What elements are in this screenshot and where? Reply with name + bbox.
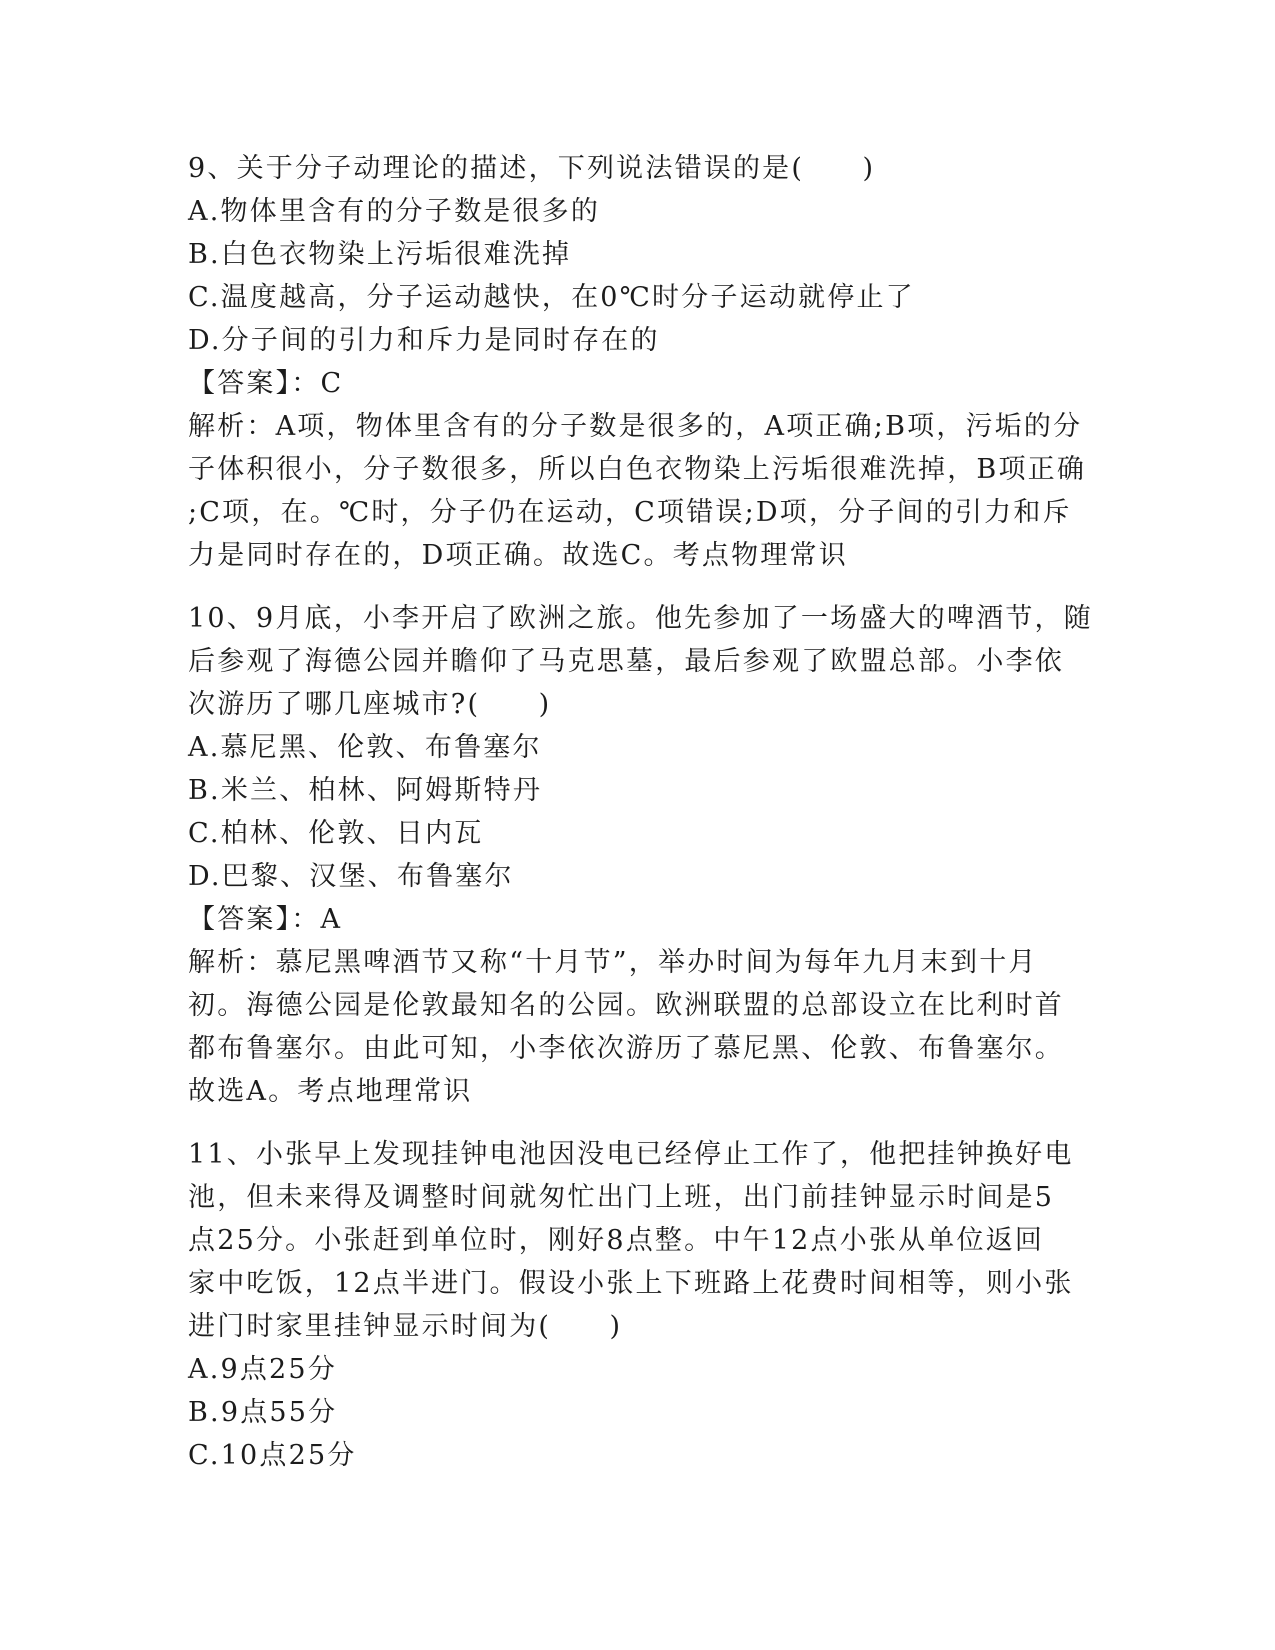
question-10: [188, 597, 1093, 1113]
question-stem: 9、关于分子动理论的描述，下列说法错误的是( ): [188, 153, 876, 184]
question-stem: 池，但未来得及调整时间就匆忙出门上班，出门前挂钟显示时间是5: [188, 1182, 1055, 1213]
option-b: B.米兰、柏林、阿姆斯特丹: [188, 775, 543, 806]
option-c: C.温度越高，分子运动越快，在0℃时分子运动就停止了: [188, 282, 915, 313]
question-stem: 11、小张早上发现挂钟电池因没电已经停止工作了，他把挂钟换好电: [188, 1139, 1074, 1170]
page-content: [188, 147, 1093, 1477]
analysis-line: 力是同时存在的，D项正确。故选C。考点物理常识: [188, 540, 848, 571]
question-gap: [188, 1113, 1088, 1133]
analysis-line: 解析：A项，物体里含有的分子数是很多的，A项正确;B项，污垢的分: [188, 411, 1083, 442]
option-d: D.巴黎、汉堡、布鲁塞尔: [188, 861, 514, 892]
answer: 【答案】：A: [188, 904, 343, 935]
analysis-line: 子体积很小，分子数很多，所以白色衣物染上污垢很难洗掉，B项正确: [188, 454, 1087, 485]
analysis-line: 解析：慕尼黑啤酒节又称“十月节”，举办时间为每年九月末到十月: [188, 947, 1038, 978]
option-a: A.物体里含有的分子数是很多的: [188, 196, 601, 227]
question-stem: 家中吃饭，12点半进门。假设小张上下班路上花费时间相等，则小张: [188, 1268, 1074, 1299]
option-a: A.慕尼黑、伦敦、布鲁塞尔: [188, 732, 542, 763]
question-9: [188, 147, 1088, 577]
question-stem: 次游历了哪几座城市?( ): [188, 689, 552, 720]
question-stem: 进门时家里挂钟显示时间为( ): [188, 1311, 623, 1342]
question-stem: 后参观了海德公园并瞻仰了马克思墓，最后参观了欧盟总部。小李依: [188, 646, 1064, 677]
analysis-line: ;C项，在。℃时，分子仍在运动，C项错误;D项，分子间的引力和斥: [188, 497, 1072, 528]
question-stem: 点25分。小张赶到单位时，刚好8点整。中午12点小张从单位返回: [188, 1225, 1045, 1256]
analysis-line: 都布鲁塞尔。由此可知，小李依次游历了慕尼黑、伦敦、布鲁塞尔。: [188, 1033, 1064, 1064]
analysis-line: 故选A。考点地理常识: [188, 1076, 473, 1107]
answer: 【答案】：C: [188, 368, 344, 399]
question-11: [188, 1133, 1088, 1477]
question-stem: 10、9月底，小李开启了欧洲之旅。他先参加了一场盛大的啤酒节，随: [188, 603, 1093, 634]
option-c: C.10点25分: [188, 1440, 357, 1471]
option-b: B.9点55分: [188, 1397, 338, 1428]
option-c: C.柏林、伦敦、日内瓦: [188, 818, 484, 849]
question-gap: [188, 577, 1088, 597]
option-b: B.白色衣物染上污垢很难洗掉: [188, 239, 572, 270]
analysis-line: 初。海德公园是伦敦最知名的公园。欧洲联盟的总部设立在比利时首: [188, 990, 1064, 1021]
option-a: A.9点25分: [188, 1354, 338, 1385]
option-d: D.分子间的引力和斥力是同时存在的: [188, 325, 660, 356]
